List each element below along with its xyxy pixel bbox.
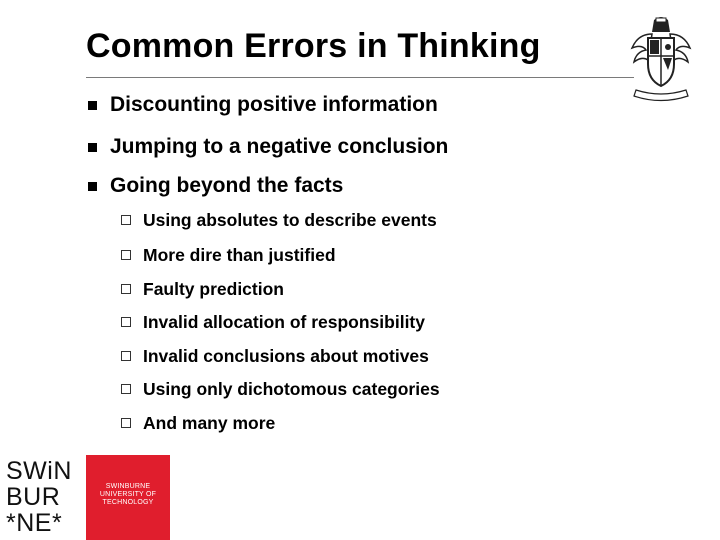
filled-square-icon xyxy=(88,182,97,191)
bullet-item xyxy=(88,171,343,201)
sub-bullet-text: Invalid allocation of responsibility xyxy=(143,311,425,332)
slide-title: Common Errors in Thinking xyxy=(86,27,541,65)
university-logo-badge xyxy=(86,455,170,540)
bullet-item xyxy=(88,132,448,162)
filled-square-icon xyxy=(88,143,97,152)
sub-bullet-item xyxy=(121,411,275,435)
hollow-square-icon xyxy=(121,418,131,428)
logo-line-2: BUR xyxy=(6,483,61,511)
bullet-text: Discounting positive information xyxy=(110,93,438,116)
logo-name-line: TECHNOLOGY xyxy=(102,499,154,506)
sub-bullet-item xyxy=(121,243,336,267)
sub-bullet-text: Invalid conclusions about motives xyxy=(143,345,429,366)
hollow-square-icon xyxy=(121,284,131,294)
logo-line-1: SWiN xyxy=(6,457,72,485)
hollow-square-icon xyxy=(121,215,131,225)
hollow-square-icon xyxy=(121,384,131,394)
title-divider xyxy=(86,77,634,78)
logo-name-line: SWINBURNE xyxy=(105,483,151,490)
hollow-square-icon xyxy=(121,317,131,327)
sub-bullet-item xyxy=(121,377,440,401)
sub-bullet-item xyxy=(121,277,284,301)
filled-square-icon xyxy=(88,101,97,110)
bullet-text: Jumping to a negative conclusion xyxy=(110,135,449,158)
logo-line-3: *NE* xyxy=(6,509,63,537)
logo-name-line: UNIVERSITY OF xyxy=(99,491,157,498)
university-logo-wordmark xyxy=(0,455,86,540)
sub-bullet-text: Using only dichotomous categories xyxy=(143,378,440,399)
hollow-square-icon xyxy=(121,351,131,361)
bullet-text: Going beyond the facts xyxy=(110,174,344,197)
sub-bullet-text: And many more xyxy=(143,412,276,433)
sub-bullet-text: Using absolutes to describe events xyxy=(143,209,437,230)
bullet-item xyxy=(88,90,438,120)
hollow-square-icon xyxy=(121,250,131,260)
coat-of-arms-icon xyxy=(626,14,696,104)
sub-bullet-text: Faulty prediction xyxy=(143,278,284,299)
sub-bullet-item xyxy=(121,310,425,334)
sub-bullet-text: More dire than justified xyxy=(143,244,336,265)
sub-bullet-item xyxy=(121,208,437,232)
sub-bullet-item xyxy=(121,344,429,368)
